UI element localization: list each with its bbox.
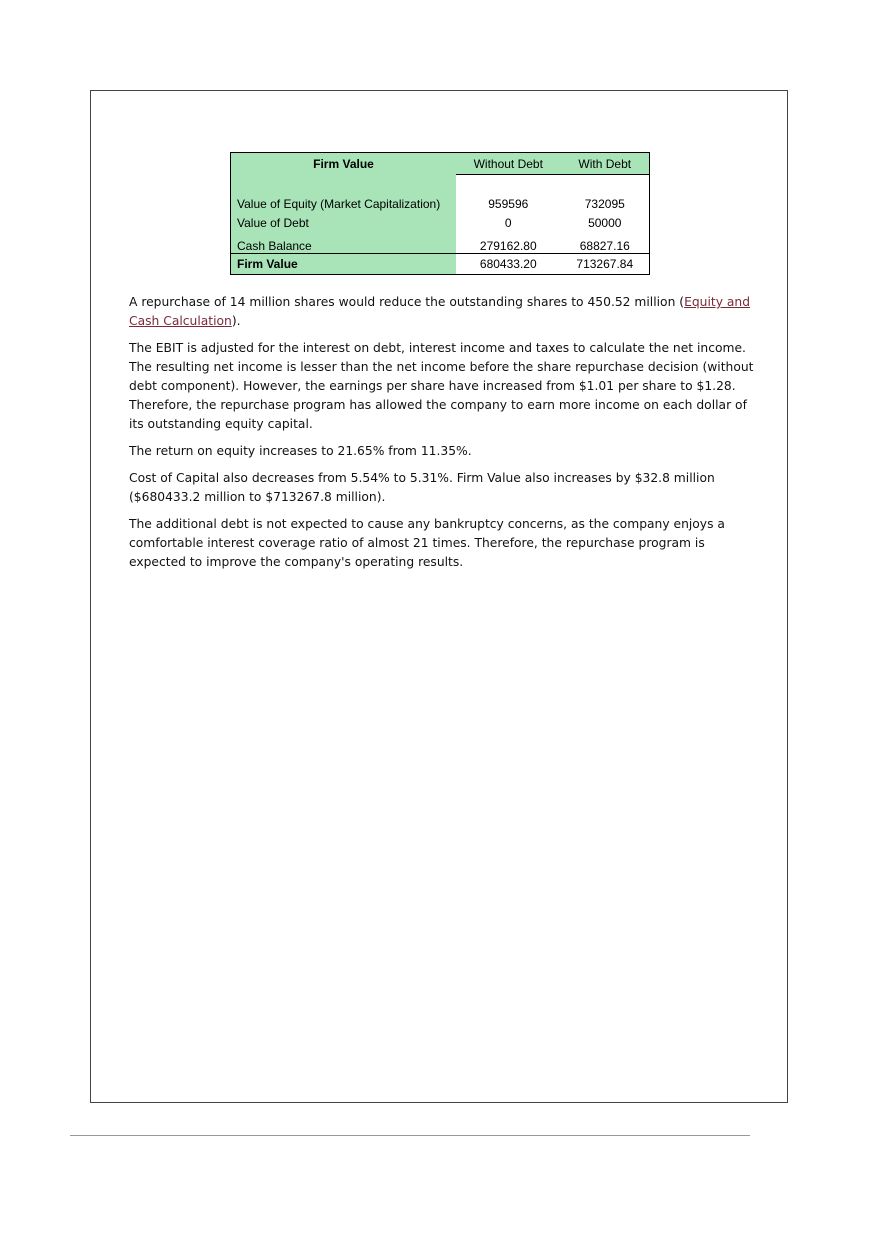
paragraph-repurchase xyxy=(129,293,754,331)
body-text xyxy=(129,293,754,580)
paragraph-cost-of-capital: Cost of Capital also decreases from 5.54% to 5.31%. Firm Value also increases by $32.8 million ($680433.2 million to $713267.8 million). xyxy=(129,471,715,504)
paragraph-bankruptcy: The additional debt is not expected to cause any bankruptcy concerns, as the company enjoys a comfortable interest coverage ratio of almost 21 times. Therefore, the repurchase program is expected to improve the company's operating results. xyxy=(129,517,725,569)
cell-with-debt: 732095 xyxy=(584,197,625,211)
firm-value-table xyxy=(230,152,650,275)
cell-with-debt: 50000 xyxy=(588,216,622,230)
row-label: Value of Equity (Market Capitalization) xyxy=(231,175,457,214)
cell-without-debt: 279162.80 xyxy=(479,239,537,253)
table-row xyxy=(231,233,650,254)
paragraph-text: ). xyxy=(231,314,241,328)
cell-without-debt: 680433.20 xyxy=(456,254,561,275)
cell-without-debt: 0 xyxy=(504,216,512,230)
paragraph-roe: The return on equity increases to 21.65% from 11.35%. xyxy=(129,444,472,458)
paragraph-ebit: The EBIT is adjusted for the interest on debt, interest income and taxes to calculate the net income. The resulting net income is lesser than the net income before the share repurchase decision (without debt component). However, the earnings per share have increased from $1.01 per share to $1.28. Therefore, the repurchase program has allowed the company to earn more income on each dollar of its outstanding equity capital. xyxy=(129,341,754,431)
row-label: Value of Debt xyxy=(231,213,457,233)
footer-divider xyxy=(70,1135,750,1136)
cell-with-debt: 68827.16 xyxy=(579,239,630,253)
row-label: Firm Value xyxy=(231,254,457,275)
table-row xyxy=(231,213,650,233)
table-row xyxy=(231,175,650,214)
table-total-row xyxy=(231,254,650,275)
paragraph-text: A repurchase of 14 million shares would reduce the outstanding shares to 450.52 million ( xyxy=(129,295,685,309)
cell-with-debt: 713267.84 xyxy=(561,254,650,275)
cell-without-debt: 959596 xyxy=(488,197,529,211)
header-firm-value: Firm Value xyxy=(231,153,457,175)
header-without-debt: Without Debt xyxy=(456,153,561,175)
equity-cash-calculation-link[interactable]: Equity and Cash Calculation xyxy=(129,295,751,328)
row-label: Cash Balance xyxy=(231,233,457,254)
table-header-row xyxy=(231,153,650,175)
header-with-debt: With Debt xyxy=(561,153,650,175)
